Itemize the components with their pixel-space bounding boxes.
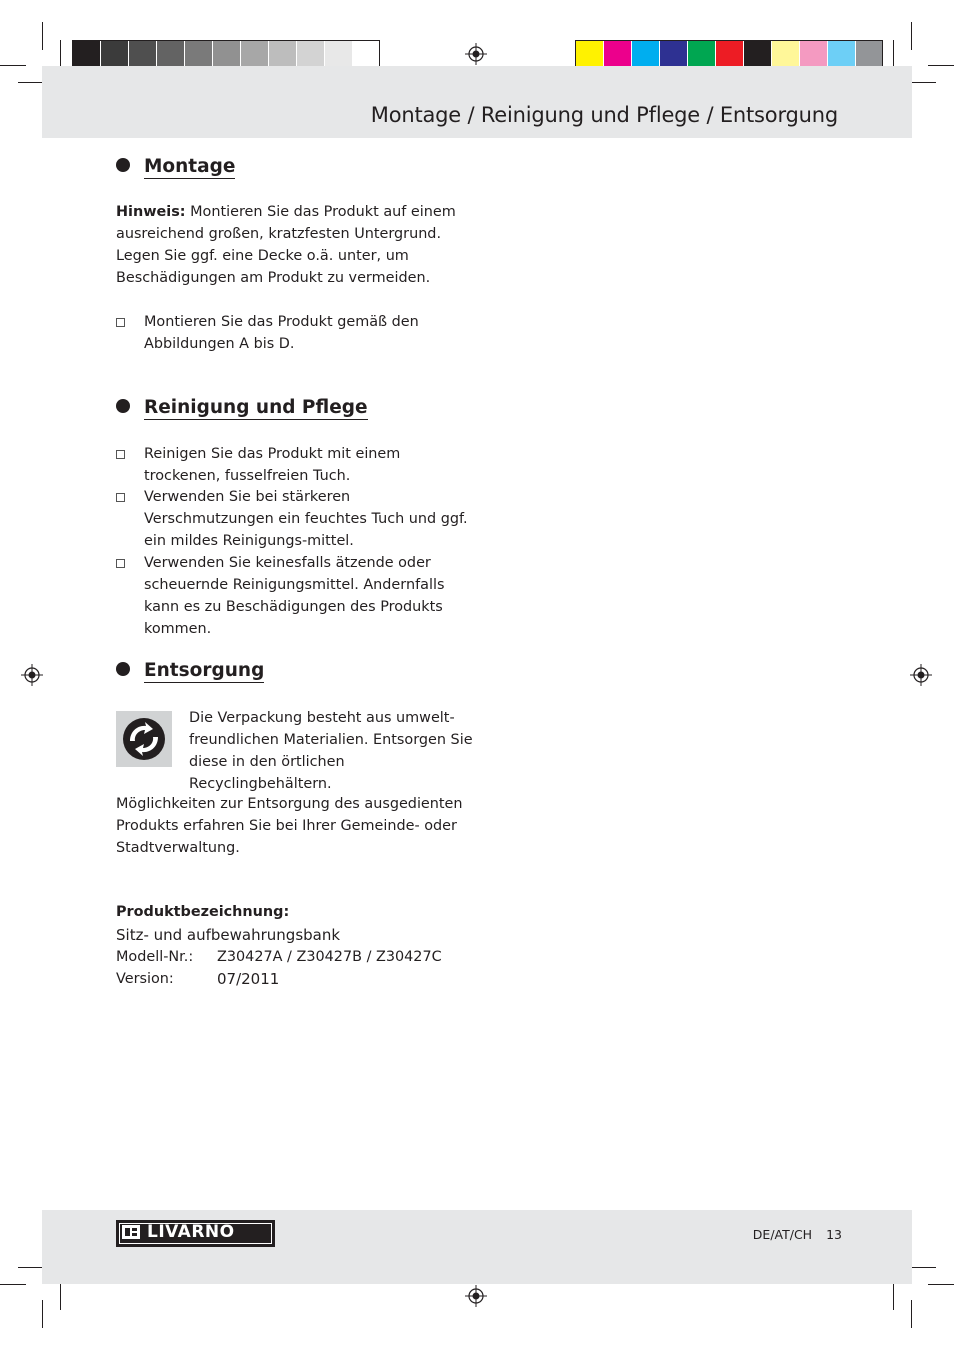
section-heading-montage: Montage bbox=[116, 156, 235, 177]
green-dot-recycling-icon bbox=[116, 711, 172, 767]
footer-meta bbox=[753, 1227, 842, 1242]
list-item: Verwenden Sie keinesfalls ätzende oder scheuernde Reinigungsmittel. Andernfalls kann es zu Beschädigungen des Produkts kommen. bbox=[116, 552, 476, 640]
header-band bbox=[42, 66, 912, 138]
version-value: 07/2011 bbox=[217, 970, 280, 988]
list-item: Reinigen Sie das Produkt mit einem trockenen, fusselfreien Tuch. bbox=[116, 443, 476, 487]
section-heading-entsorgung: Entsorgung bbox=[116, 660, 264, 681]
bullet-dot-icon bbox=[116, 662, 130, 676]
crop-mark bbox=[18, 1267, 44, 1268]
crop-mark bbox=[928, 1284, 954, 1285]
checkbox-square-icon bbox=[116, 559, 125, 568]
bullet-dot-icon bbox=[116, 158, 130, 172]
crop-mark bbox=[910, 1267, 936, 1268]
section-heading-reinigung: Reinigung und Pflege bbox=[116, 397, 368, 418]
checkbox-square-icon bbox=[116, 318, 125, 327]
crop-mark bbox=[893, 40, 894, 68]
locale-label: DE/AT/CH bbox=[752, 1227, 813, 1242]
page-title: Montage / Reinigung und Pflege / Entsorgung bbox=[370, 103, 838, 127]
registration-mark-icon bbox=[21, 664, 43, 686]
product-name: Sitz- und aufbewahrungsbank bbox=[116, 926, 341, 944]
note-text: Montieren Sie das Produkt auf einem ausreichend großen, kratzfesten Untergrund. Legen Sie ggf. eine Decke o.ä. unter, um Beschädigungen am Produkt zu vermeiden. bbox=[116, 204, 456, 286]
recycle-text: Die Verpackung besteht aus umwelt-freundlichen Materialien. Entsorgen Sie diese in den örtlichen Recyclingbehältern. bbox=[189, 710, 473, 792]
registration-mark-icon bbox=[465, 43, 487, 65]
crop-mark bbox=[0, 1284, 26, 1285]
crop-mark bbox=[893, 1282, 894, 1310]
livarno-mark-icon bbox=[122, 1225, 140, 1239]
crop-mark bbox=[911, 1300, 912, 1328]
model-value: Z30427A / Z30427B / Z30427C bbox=[217, 949, 442, 965]
page-number: 13 bbox=[826, 1227, 842, 1242]
brand-logo bbox=[116, 1220, 275, 1247]
brand-name: LIVARNO bbox=[147, 1222, 235, 1242]
version-label: Version: bbox=[116, 971, 174, 987]
swatch-frame bbox=[72, 40, 380, 68]
product-label: Produktbezeichnung: bbox=[116, 904, 290, 920]
crop-mark bbox=[18, 82, 44, 83]
bullet-dot-icon bbox=[116, 399, 130, 413]
checkbox-square-icon bbox=[116, 450, 125, 459]
model-label: Modell-Nr.: bbox=[116, 949, 194, 965]
swatch-frame bbox=[575, 40, 883, 68]
crop-mark bbox=[0, 65, 26, 66]
list-item: Verwenden Sie bei stärkeren Verschmutzungen ein feuchtes Tuch und ggf. ein mildes Reinigungs-mittel. bbox=[116, 486, 476, 552]
crop-mark bbox=[60, 1282, 61, 1310]
crop-mark bbox=[911, 22, 912, 50]
crop-mark bbox=[42, 22, 43, 50]
crop-mark bbox=[42, 1300, 43, 1328]
crop-mark bbox=[910, 82, 936, 83]
note-paragraph bbox=[116, 201, 476, 289]
disposal-paragraph: Möglichkeiten zur Entsorgung des ausgedienten Produkts erfahren Sie bei Ihrer Gemeinde- oder Stadtverwaltung. bbox=[116, 796, 463, 856]
checkbox-square-icon bbox=[116, 493, 125, 502]
crop-mark bbox=[928, 65, 954, 66]
crop-mark bbox=[60, 40, 61, 68]
note-label: Hinweis: bbox=[116, 204, 186, 220]
registration-mark-icon bbox=[465, 1285, 487, 1307]
registration-mark-icon bbox=[910, 664, 932, 686]
list-item: Montieren Sie das Produkt gemäß den Abbildungen A bis D. bbox=[116, 311, 476, 355]
